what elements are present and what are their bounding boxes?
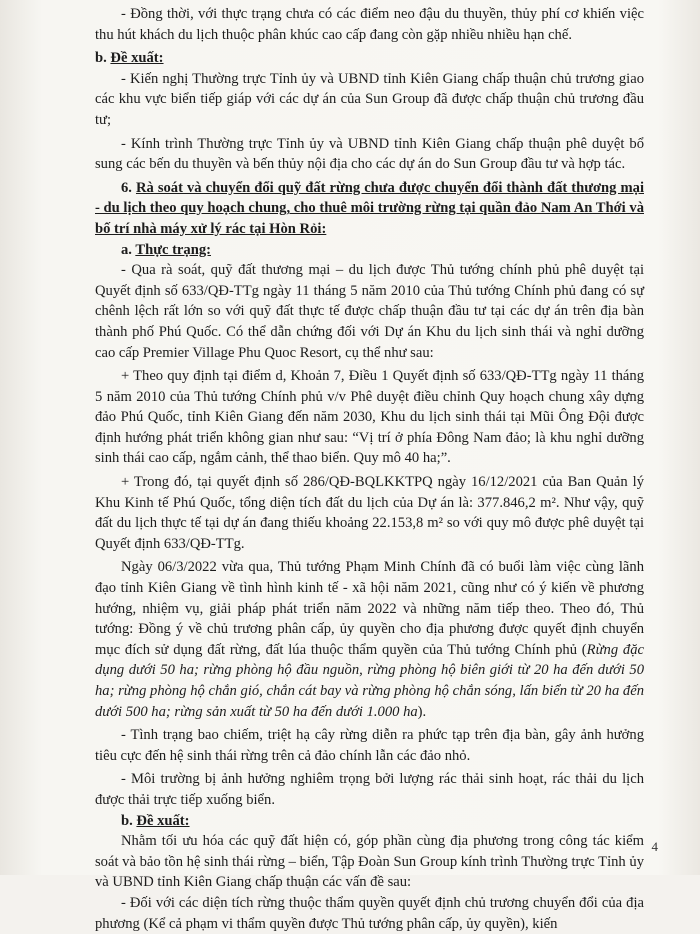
paragraph xyxy=(95,769,644,810)
text-segment: - Qua rà soát, quỹ đất thương mại – du lịch được Thủ tướng chính phủ phê duyệt tại Quyết định số 633/QĐ-TTg ngày 11 tháng 5 năm 2010 của Thủ tướng Chính phủ đang có sự chênh lệch rất lớn so với quỹ đất thực tế được chấp thuận đầu tư tại các dự án trên địa bàn thành phố Phú Quốc. Có thể dẫn chứng đối với Dự án Khu du lịch sinh thái và nghỉ dưỡng cao cấp Premier Village Phu Quoc Resort, cụ thể như sau: xyxy=(95,262,644,361)
text-segment: ). xyxy=(417,703,427,720)
paragraph xyxy=(95,178,644,240)
page-number: 4 xyxy=(651,839,658,854)
paragraph xyxy=(95,472,644,554)
paragraph xyxy=(95,260,644,363)
document-body xyxy=(95,4,644,934)
paragraph xyxy=(95,240,644,261)
text-segment: - Kính trình Thường trực Tỉnh ủy và UBND tỉnh Kiên Giang chấp thuận phê duyệt bổ sung các bến du thuyền và bến thủy nội địa cho các dự án do Sun Group đầu tư và hợp tác. xyxy=(95,135,644,173)
text-segment: b. xyxy=(121,812,137,829)
paragraph xyxy=(95,4,644,45)
text-segment: Ngày 06/3/2022 vừa qua, Thủ tướng Phạm Minh Chính đã có buổi làm việc cùng lãnh đạo tỉnh Kiên Giang về tình hình kinh tế - xã hội năm 2021, cũng như có ý kiến về phương hướng, nhiệm vụ, giải pháp phát triển năm 2022 và những năm tiếp theo. Theo đó, Thủ tướng: Đồng ý về chủ trương phân cấp, ủy quyền cho địa phương được quyết định chuyển mục đích sử dụng đất rừng, đất lúa thuộc thẩm quyền của Thủ tướng Chính phủ ( xyxy=(95,559,644,658)
text-segment: a. xyxy=(121,241,136,258)
paragraph xyxy=(95,69,644,131)
text-segment: - Đồng thời, với thực trạng chưa có các điểm neo đậu du thuyền, thủy phí cơ khiến việc thu hút khách du lịch thuộc phân khúc cao cấp đang còn gặp nhiều nhiều hạn chế. xyxy=(95,6,644,43)
paragraph xyxy=(95,557,644,722)
text-segment: - Kiến nghị Thường trực Tỉnh ủy và UBND tỉnh Kiên Giang chấp thuận chủ trương giao các khu vực biển tiếp giáp với các dự án của Sun Group đã được chấp thuận chủ trương đầu tư; xyxy=(95,70,644,128)
text-segment: 6. xyxy=(121,179,136,196)
text-segment: b. xyxy=(95,50,111,67)
text-segment: - Đối với các diện tích rừng thuộc thẩm quyền quyết định chủ trương chuyển đổi của địa phương (Kể cả phạm vi thẩm quyền được Thủ tướng phân cấp, ủy quyền), kiến xyxy=(95,894,644,932)
text-segment: Rà soát và chuyển đổi quỹ đất rừng chưa được chuyển đổi thành đất thương mại - du lịch theo quy hoạch chung, cho thuê môi trường rừng tại quần đảo Nam An Thới và bố trí nhà máy xử lý rác tại Hòn Rỏi: xyxy=(95,179,644,237)
text-segment: + Trong đó, tại quyết định số 286/QĐ-BQLKKTPQ ngày 16/12/2021 của Ban Quản lý Khu Kinh tế Phú Quốc, tổng diện tích đất du lịch của Dự án là: 377.846,2 m². Như vậy, quỹ đất du lịch thực tế tại dự án đang thiếu khoảng 22.153,8 m² so với quy mô được phê duyệt tại Quyết định 633/QĐ-TTg. xyxy=(95,474,644,552)
text-segment: Thực trạng: xyxy=(135,241,211,258)
text-segment: - Tình trạng bao chiếm, triệt hạ cây rừng diễn ra phức tạp trên địa bàn, gây ảnh hưởng tiêu cực đến hệ sinh thái rừng trên cả đảo chính lẫn các đảo nhỏ. xyxy=(95,727,644,764)
paragraph xyxy=(95,725,644,766)
paragraph xyxy=(95,366,644,469)
paragraph xyxy=(95,893,644,934)
text-segment: Nhằm tối ưu hóa các quỹ đất hiện có, góp phần cùng địa phương trong công tác kiểm soát và bảo tồn hệ sinh thái rừng – biển, Tập Đoàn Sun Group kính trình Thường trực Tỉnh ủy và UBND tỉnh Kiên Giang chấp thuận các vấn đề sau: xyxy=(95,833,644,891)
text-segment: - Môi trường bị ảnh hưởng nghiêm trọng bởi lượng rác thải sinh hoạt, rác thải du lịch được thải trực tiếp xuống biển. xyxy=(95,771,644,808)
text-segment: Đề xuất: xyxy=(110,50,164,67)
paragraph xyxy=(95,48,644,69)
paragraph xyxy=(95,811,644,832)
text-segment: + Theo quy định tại điểm d, Khoản 7, Điều 1 Quyết định số 633/QĐ-TTg ngày 11 tháng 5 năm 2010 của Thủ tướng Chính phủ v/v Phê duyệt điều chỉnh Quy hoạch chung xây dựng đảo Phú Quốc, tỉnh Kiên Giang đến năm 2030, Khu du lịch sinh thái tại Mũi Ông Đội được định hướng phát triển không gian như sau: “Vị trí ở phía Đông Nam đảo; là khu nghỉ dưỡng sinh thái cao cấp, ngắm cảnh, thể thao biển. Quy mô 40 ha;”. xyxy=(95,368,644,467)
text-segment: Đề xuất: xyxy=(136,812,190,829)
text-segment: Rừng đặc dụng dưới 50 ha; rừng phòng hộ đầu nguồn, rừng phòng hộ biên giới từ 20 ha đến dưới 50 ha; rừng phòng hộ chắn gió, chắn cát bay và rừng phòng hộ chắn sóng, lấn biển từ 20 ha đến dưới 500 ha; rừng sản xuất từ 50 ha đến dưới 1.000 ha xyxy=(95,641,645,720)
paragraph xyxy=(95,134,644,175)
paragraph xyxy=(95,831,644,893)
